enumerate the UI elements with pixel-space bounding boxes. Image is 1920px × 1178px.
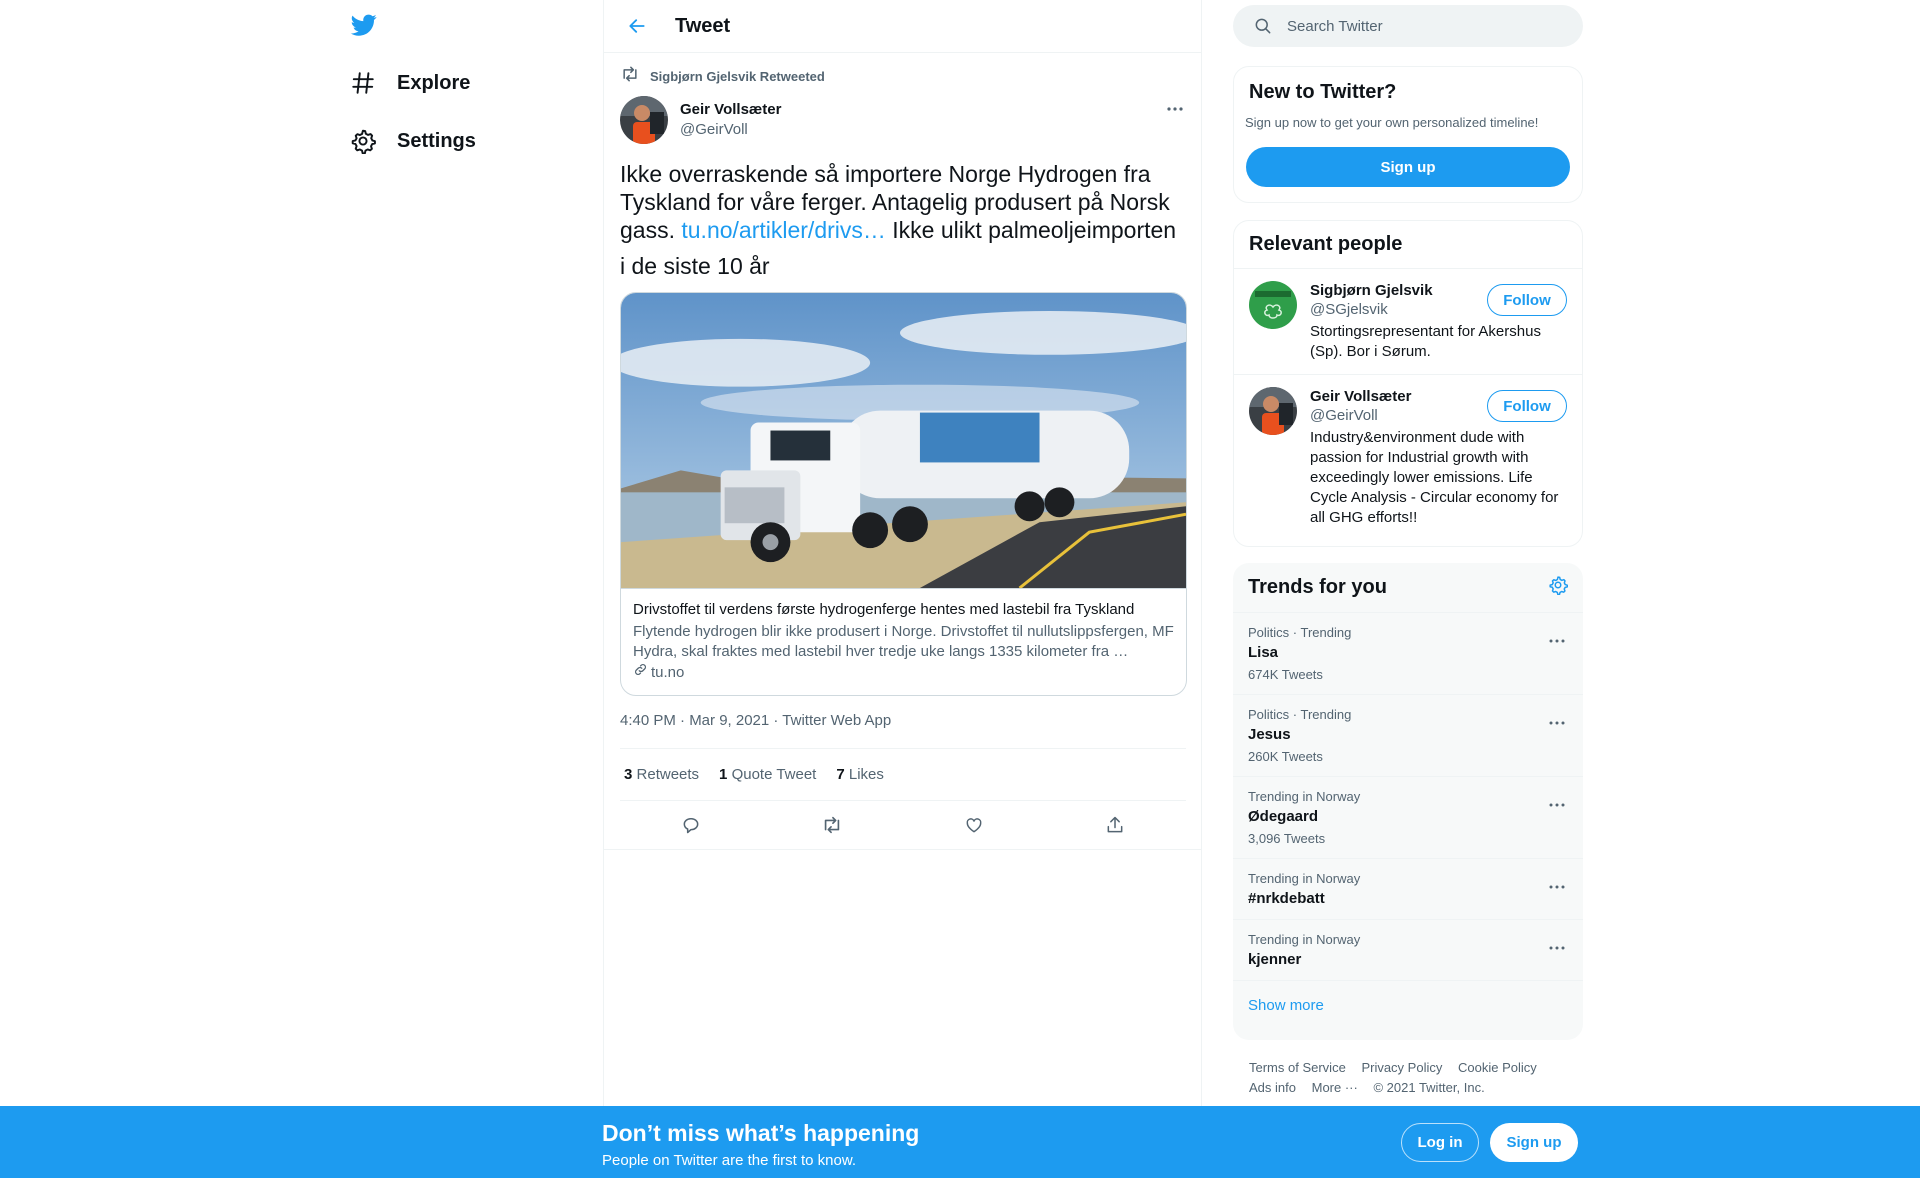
log-in-button[interactable]: Log in bbox=[1401, 1123, 1479, 1162]
trend-context: Politics · Trending bbox=[1248, 707, 1352, 722]
likes-stat[interactable] bbox=[836, 766, 884, 783]
card-image bbox=[621, 293, 1186, 589]
trend-item[interactable] bbox=[1233, 695, 1583, 777]
tweet-text-part: i de siste 10 år bbox=[620, 253, 770, 279]
likes-label: Likes bbox=[848, 766, 884, 783]
author-name[interactable]: Geir Vollsæter bbox=[680, 101, 782, 118]
trend-item[interactable] bbox=[1233, 777, 1583, 859]
copyright: © 2021 Twitter, Inc. bbox=[1373, 1080, 1485, 1095]
trends-title: Trends for you bbox=[1248, 576, 1387, 598]
trend-context: Trending in Norway bbox=[1248, 871, 1361, 886]
reply-icon[interactable] bbox=[673, 807, 709, 843]
more-options-icon[interactable] bbox=[1549, 631, 1565, 637]
person-card[interactable] bbox=[1234, 375, 1582, 540]
new-to-twitter-subtitle: Sign up now to get your own personalized timeline! bbox=[1245, 115, 1539, 130]
relevant-people-title: Relevant people bbox=[1234, 221, 1582, 269]
tweet-text-part: Ikke ulikt palmeoljeimporten bbox=[892, 217, 1177, 243]
tweet-text-part: Ikke overraskende så importere Norge Hydrogen fra Tyskland for våre ferger. Antagelig produsert på Norsk gass. bbox=[620, 161, 1170, 243]
footer-link[interactable]: Cookie Policy bbox=[1457, 1060, 1537, 1075]
person-card[interactable] bbox=[1234, 269, 1582, 375]
page-title: Tweet bbox=[675, 14, 731, 37]
quotes-count: 1 bbox=[719, 766, 728, 783]
nav-explore[interactable] bbox=[349, 63, 470, 103]
twitter-bird-icon[interactable] bbox=[349, 12, 379, 38]
follow-button[interactable]: Follow bbox=[1487, 390, 1567, 422]
author-handle[interactable]: @GeirVoll bbox=[680, 121, 748, 138]
trend-item[interactable] bbox=[1233, 920, 1583, 981]
trends-header bbox=[1233, 563, 1583, 613]
person-handle[interactable]: @GeirVoll bbox=[1310, 407, 1378, 424]
relevant-people-box bbox=[1233, 220, 1583, 547]
trend-count: 260K Tweets bbox=[1248, 749, 1323, 764]
quotes-stat[interactable] bbox=[719, 766, 816, 783]
tweet-column bbox=[603, 0, 1202, 1178]
card-domain bbox=[633, 662, 1174, 683]
follow-button[interactable]: Follow bbox=[1487, 284, 1567, 316]
card-domain-text: tu.no bbox=[651, 663, 685, 681]
footer-links bbox=[1249, 1058, 1569, 1098]
avatar[interactable] bbox=[1249, 387, 1297, 435]
person-name[interactable]: Geir Vollsæter bbox=[1310, 388, 1412, 405]
like-heart-icon[interactable] bbox=[956, 807, 992, 843]
tweet-author bbox=[620, 96, 1186, 144]
trend-context: Politics · Trending bbox=[1248, 625, 1352, 640]
card-description: Flytende hydrogen blir ikke produsert i Norge. Drivstoffet til nullutslippsfergen, MF Hydra, skal fraktes med lastebil hver tredje uke langs 1335 kilometer fra … bbox=[633, 623, 1174, 660]
retweet-icon bbox=[620, 64, 640, 89]
tweet-stats bbox=[620, 748, 1186, 801]
more-options-icon[interactable] bbox=[1549, 938, 1565, 944]
person-handle[interactable]: @SGjelsvik bbox=[1310, 301, 1388, 318]
search-bar[interactable] bbox=[1233, 5, 1583, 47]
divider bbox=[604, 849, 1202, 850]
tweet-text bbox=[620, 160, 1186, 280]
retweet-context bbox=[620, 64, 825, 89]
trend-name: kjenner bbox=[1248, 951, 1302, 968]
trend-name: Lisa bbox=[1248, 644, 1279, 661]
retweet-icon[interactable] bbox=[814, 807, 850, 843]
hashtag-icon bbox=[349, 69, 377, 97]
trend-context: Trending in Norway bbox=[1248, 789, 1361, 804]
sign-up-button[interactable]: Sign up bbox=[1246, 147, 1570, 187]
footer-link[interactable]: Terms of Service bbox=[1249, 1060, 1346, 1075]
share-icon[interactable] bbox=[1097, 807, 1133, 843]
trend-item[interactable] bbox=[1233, 859, 1583, 920]
show-more-link[interactable]: Show more bbox=[1248, 997, 1324, 1014]
more-options-icon[interactable] bbox=[1549, 795, 1565, 801]
tweet-link[interactable]: tu.no/artikler/drivs… bbox=[681, 217, 886, 243]
retweets-stat[interactable] bbox=[624, 766, 699, 783]
retweets-count: 3 bbox=[624, 766, 633, 783]
search-input[interactable] bbox=[1287, 18, 1567, 35]
retweeted-by-text[interactable]: Sigbjørn Gjelsvik Retweeted bbox=[650, 69, 825, 84]
trend-name: Ødegaard bbox=[1248, 808, 1319, 825]
trend-item[interactable] bbox=[1233, 613, 1583, 695]
person-name[interactable]: Sigbjørn Gjelsvik bbox=[1310, 282, 1433, 299]
trend-context: Trending in Norway bbox=[1248, 932, 1361, 947]
footer-link[interactable]: Privacy Policy bbox=[1361, 1060, 1443, 1075]
nav-explore-label: Explore bbox=[397, 71, 471, 94]
gear-icon bbox=[349, 127, 377, 155]
tweet-timestamp[interactable]: 4:40 PM · Mar 9, 2021 · Twitter Web App bbox=[620, 712, 892, 729]
retweets-label: Retweets bbox=[636, 766, 700, 783]
person-bio: Industry&environment dude with passion for Industrial growth with exceedingly lower emissions. Life Cycle Analysis - Circular economy for all GHG efforts!! bbox=[1310, 429, 1559, 526]
trend-name: Jesus bbox=[1248, 726, 1291, 743]
nav-settings[interactable] bbox=[349, 121, 476, 161]
footer-link[interactable]: Ads info bbox=[1249, 1080, 1296, 1095]
link-card[interactable] bbox=[620, 292, 1187, 696]
trend-count: 674K Tweets bbox=[1248, 667, 1323, 682]
avatar[interactable] bbox=[620, 96, 668, 144]
card-title: Drivstoffet til verdens første hydrogenferge hentes med lastebil fra Tyskland bbox=[633, 601, 1135, 618]
footer-link[interactable]: More ··· bbox=[1311, 1080, 1358, 1095]
likes-count: 7 bbox=[836, 766, 845, 783]
tweet-actions bbox=[620, 801, 1186, 849]
tweet-header bbox=[604, 0, 1201, 53]
avatar[interactable] bbox=[1249, 281, 1297, 329]
more-options-icon[interactable] bbox=[1164, 102, 1186, 116]
bottom-signup-bar bbox=[0, 1106, 1920, 1178]
link-icon bbox=[633, 662, 651, 683]
back-arrow-icon[interactable] bbox=[620, 9, 654, 43]
new-to-twitter-box bbox=[1233, 66, 1583, 203]
bottom-bar-title: Don’t miss what’s happening bbox=[602, 1120, 920, 1146]
trends-box bbox=[1233, 563, 1583, 1040]
person-bio: Stortingsrepresentant for Akershus (Sp). Bor i Sørum. bbox=[1310, 323, 1541, 360]
gear-icon[interactable] bbox=[1548, 575, 1568, 600]
bottom-bar-subtitle: People on Twitter are the first to know. bbox=[602, 1152, 857, 1169]
quotes-label: Quote Tweet bbox=[731, 766, 817, 783]
more-options-icon[interactable] bbox=[1549, 877, 1565, 883]
trend-count: 3,096 Tweets bbox=[1248, 831, 1326, 846]
more-options-icon[interactable] bbox=[1549, 713, 1565, 719]
search-icon bbox=[1253, 16, 1273, 36]
sign-up-button[interactable]: Sign up bbox=[1490, 1123, 1578, 1162]
trend-name: #nrkdebatt bbox=[1248, 890, 1325, 907]
new-to-twitter-title: New to Twitter? bbox=[1249, 81, 1397, 103]
nav-settings-label: Settings bbox=[397, 129, 476, 152]
